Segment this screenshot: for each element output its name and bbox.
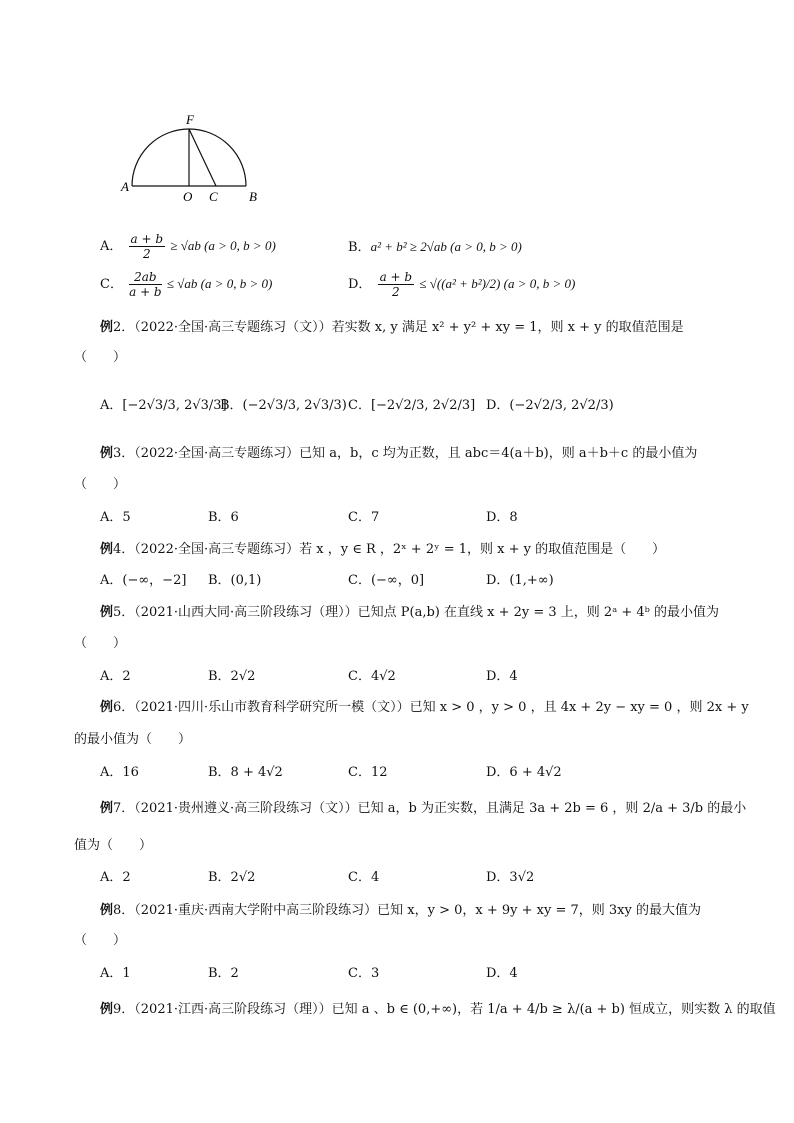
ex6-option-a[interactable]: A．16 <box>100 765 139 780</box>
ex8-stem: 例8．（2021·重庆·西南大学附中高三阶段练习）已知 x，y > 0，x + 9y + xy = 7，则 3xy 的最大值为 <box>100 903 701 918</box>
ex4-option-a[interactable]: A．(−∞，−2] <box>100 573 187 588</box>
ex9-stem: 例9．（2021·江西·高三阶段练习（理））已知 a 、b ∈ (0,+∞)，若 1/a + 4/b ≥ λ/(a + b) 恒成立，则实数 λ 的取值 <box>100 1002 776 1017</box>
ex3-blank: （ ） <box>74 477 127 492</box>
ex6-stem: 例6．（2021·四川·乐山市教育科学研究所一模（文））已知 x > 0 ，y > 0 ，且 4x + 2y − xy = 0 ，则 2x + y <box>100 700 749 715</box>
ex8-option-a[interactable]: A．1 <box>100 966 131 981</box>
ex8-blank: （ ） <box>74 933 127 948</box>
ex5-blank: （ ） <box>74 636 127 651</box>
ex1-option-a[interactable]: A． $\frac{a + b}{2}$ ≥ √ab (a > 0, b > 0) <box>100 232 276 261</box>
ex7-stem: 例7．（2021·贵州遵义·高三阶段练习（文））已知 a，b 为正实数，且满足 3a + 2b = 6 ，则 2/a + 3/b 的最小 <box>100 801 747 816</box>
ex7-option-c[interactable]: C．4 <box>348 870 380 885</box>
ex2-blank: （ ） <box>74 350 127 365</box>
ex4-option-b[interactable]: B．(0,1) <box>208 573 262 588</box>
ex3-option-b[interactable]: B．6 <box>208 510 239 525</box>
ex8-option-c[interactable]: C．3 <box>348 966 380 981</box>
segment-fc <box>189 129 216 186</box>
label-f: F <box>186 112 194 127</box>
ex8-option-d[interactable]: D．4 <box>486 966 518 981</box>
label-o: O <box>183 189 193 204</box>
ex1-option-c[interactable]: C． $\frac{2ab}{a + b}$ ≤ √ab (a > 0, b > 0) <box>100 270 273 299</box>
ex2-option-a[interactable]: A．[−2√3/3, 2√3/3] <box>100 398 227 413</box>
ex8-option-b[interactable]: B．2 <box>208 966 239 981</box>
ex2-option-c[interactable]: C．[−2√2/3, 2√2/3] <box>348 398 476 413</box>
label-a: A <box>121 179 129 194</box>
ex7-option-a[interactable]: A．2 <box>100 870 131 885</box>
semicircle-figure <box>118 108 268 208</box>
ex3-option-d[interactable]: D．8 <box>486 510 518 525</box>
ex5-option-c[interactable]: C．4√2 <box>348 669 396 684</box>
ex4-stem: 例4．（2022·全国·高三专题练习）若 x ，y ∈ R ，2ˣ + 2ʸ = 1，则 x + y 的取值范围是（ ） <box>100 542 666 557</box>
label-b: B <box>249 189 257 204</box>
ex5-stem: 例5．（2021·山西大同·高三阶段练习（理））已知点 P(a,b) 在直线 x + 2y = 3 上，则 2ᵃ + 4ᵇ 的最小值为 <box>100 605 719 620</box>
ex3-option-c[interactable]: C．7 <box>348 510 380 525</box>
ex4-option-d[interactable]: D．(1,+∞) <box>486 573 554 588</box>
ex5-option-d[interactable]: D．4 <box>486 669 518 684</box>
ex3-option-a[interactable]: A．5 <box>100 510 131 525</box>
ex1-option-d[interactable]: D． $\frac{a + b}{2}$ ≤ √((a² + b²)/2) (a > 0, b > 0) <box>348 270 576 299</box>
ex3-stem: 例3．（2022·全国·高三专题练习）已知 a，b，c 均为正数，且 abc＝4(a＋b)，则 a＋b＋c 的最小值为 <box>100 446 698 461</box>
ex5-option-a[interactable]: A．2 <box>100 669 131 684</box>
ex1-option-b[interactable]: B．a² + b² ≥ 2√ab (a > 0, b > 0) <box>348 239 522 255</box>
label-c: C <box>209 189 218 204</box>
ex5-option-b[interactable]: B．2√2 <box>208 669 256 684</box>
ex4-option-c[interactable]: C．(−∞，0] <box>348 573 425 588</box>
ex7-option-b[interactable]: B．2√2 <box>208 870 256 885</box>
ex6-option-d[interactable]: D．6 + 4√2 <box>486 765 562 780</box>
ex6-option-b[interactable]: B．8 + 4√2 <box>208 765 283 780</box>
ex6-option-c[interactable]: C．12 <box>348 765 388 780</box>
ex6-stem-cont: 的最小值为（ ） <box>74 732 192 747</box>
ex7-stem-cont: 值为（ ） <box>74 838 153 853</box>
ex7-option-d[interactable]: D．3√2 <box>486 870 535 885</box>
ex2-stem: 例2．（2022·全国·高三专题练习（文））若实数 x, y 满足 x² + y² + xy = 1，则 x + y 的取值范围是 <box>100 320 684 335</box>
ex2-option-b[interactable]: B．(−2√3/3, 2√3/3) <box>220 398 347 413</box>
ex2-option-d[interactable]: D．(−2√2/3, 2√2/3) <box>486 398 614 413</box>
